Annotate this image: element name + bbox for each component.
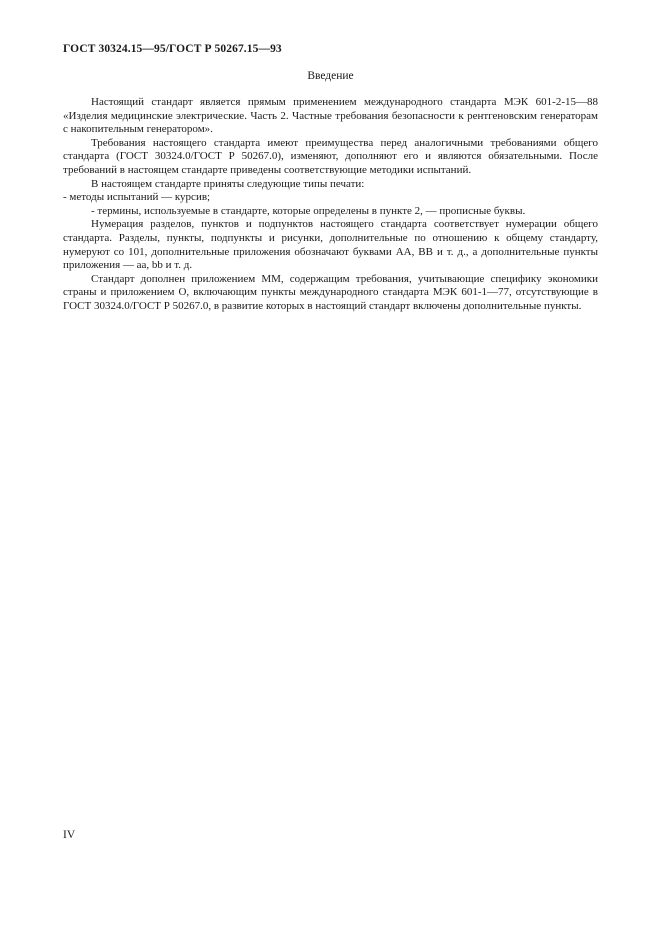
body-text <box>63 96 598 314</box>
paragraph-appendix: Стандарт дополнен приложением ММ, содержащим требования, учитывающие специфику экономики страны и приложением О, включающим пункты международного стандарта МЭК 601-1—77, отсутствующие в ГОСТ 30324.0/ГОСТ Р 50267.0, в развитие которых в настоящий стандарт включены дополнительные пункты. <box>63 272 598 312</box>
paragraph-intro: Настоящий стандарт является прямым применением международного стандарта МЭК 601-2-15—88 «Изделия медицинские электрические. Часть 2. Частные требования безопасности к рентгеновским генераторам с накопительным генератором». <box>63 96 598 136</box>
paragraph-numbering: Нумерация разделов, пунктов и подпунктов настоящего стандарта соответствует нумерации общего стандарта. Разделы, пункты, подпункты и рисунки, дополнительные по отношению к общему стандарту, нумеруют со 101, дополнительные приложения обозначают буквами АА, ВВ и т. д., а дополнительные пункты приложения — аа, bb и т. д. <box>63 218 598 272</box>
list-item-terms: - термины, используемые в стандарте, которые определены в пункте 2, — прописные буквы. <box>91 204 526 217</box>
paragraph-print-types: В настоящем стандарте приняты следующие типы печати: <box>91 177 365 190</box>
page-number: IV <box>63 829 76 841</box>
section-title: Введение <box>307 70 354 82</box>
paragraph-requirements: Требования настоящего стандарта имеют преимущества перед аналогичными требованиями общего стандарта (ГОСТ 30324.0/ГОСТ Р 50267.0), изменяют, дополняют его и являются обязательными. После требований в настоящем стандарте приведены соответствующие методики испытаний. <box>63 136 598 176</box>
document-header: ГОСТ 30324.15—95/ГОСТ Р 50267.15—93 <box>63 43 282 55</box>
list-item-test-methods: - методы испытаний — курсив; <box>63 191 211 204</box>
